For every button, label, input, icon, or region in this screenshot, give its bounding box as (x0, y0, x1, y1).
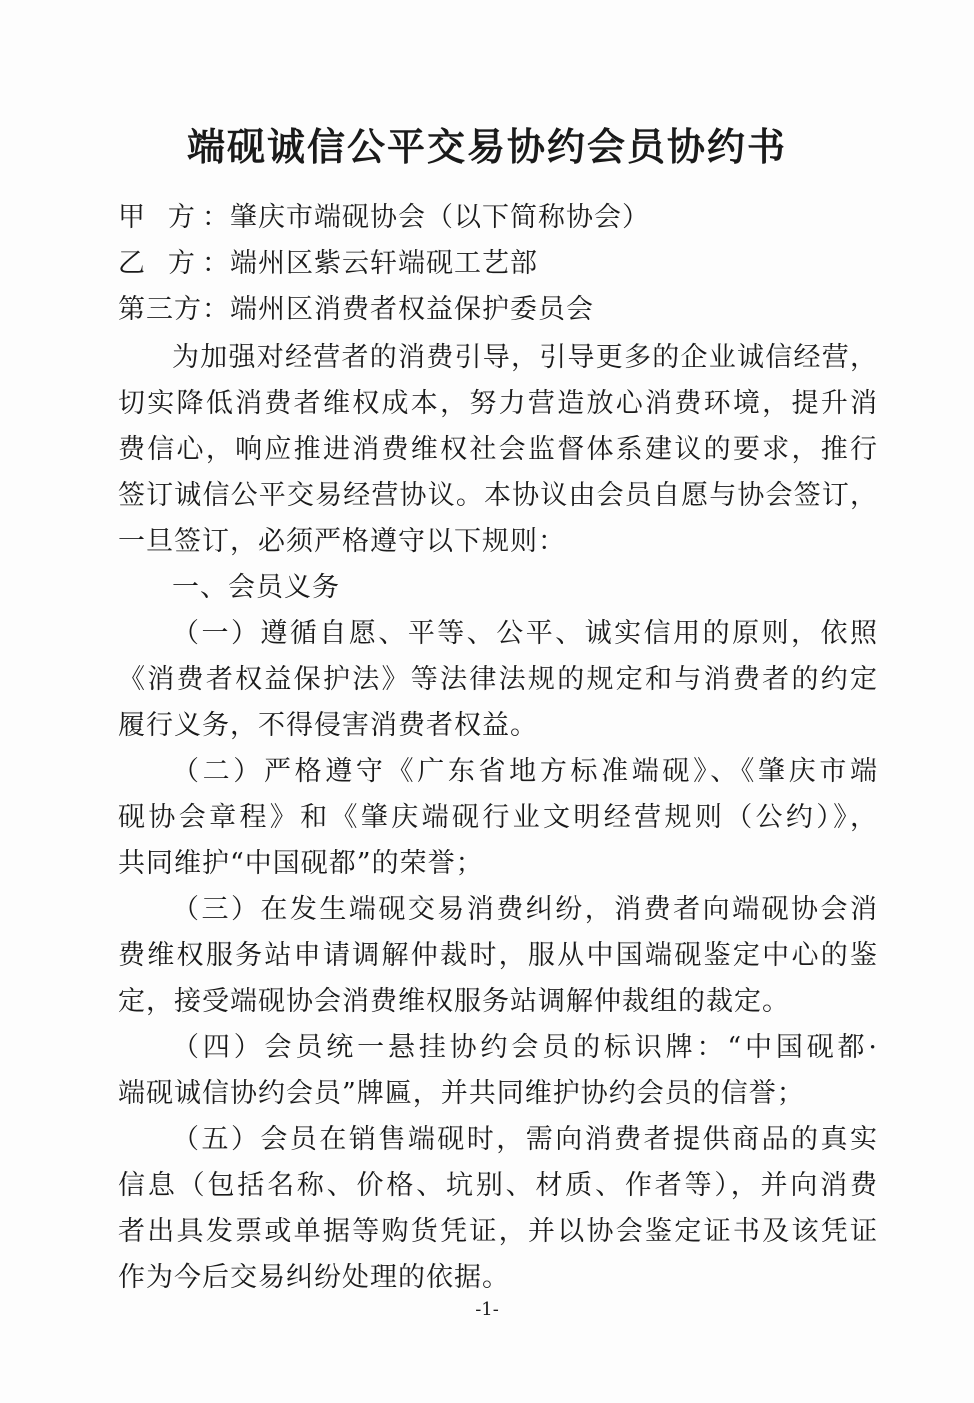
party-c-value: 端州区消费者权益保护委员会 (230, 294, 594, 325)
item-3-line: 定，接受端砚协会消费维权服务站调解仲裁组的裁定。 (118, 986, 790, 1017)
intro-line: 切实降低消费者维权成本，努力营造放心消费环境，提升消 (118, 388, 878, 419)
intro-line: 一旦签订，必须严格遵守以下规则： (118, 526, 566, 557)
party-b (118, 244, 878, 284)
item-2-line: （二）严格遵守《广东省地方标准端砚》、《肇庆市端 (172, 756, 878, 787)
page-number: -1- (475, 1299, 499, 1320)
item-1-line: （一）遵循自愿、平等、公平、诚实信用的原则，依照 (172, 618, 878, 649)
party-c-label: 第三方： (118, 294, 230, 325)
document-title: 端砚诚信公平交易协约会员协约书 (186, 124, 787, 169)
party-c (118, 290, 878, 330)
item-1-line: 《消费者权益保护法》等法律法规的规定和与消费者的约定 (118, 664, 878, 695)
item-2-line: 共同维护“中国砚都”的荣誉； (118, 848, 484, 879)
item-4-line: 端砚诚信协约会员”牌匾，并共同维护协约会员的信誉； (118, 1078, 805, 1109)
intro-line: 费信心，响应推进消费维权社会监督体系建议的要求，推行 (118, 434, 878, 465)
party-b-label: 乙 方： (118, 248, 230, 279)
intro-line: 为加强对经营者的消费引导，引导更多的企业诚信经营， (172, 342, 878, 373)
party-a-value: 肇庆市端砚协会（以下简称协会） (230, 202, 650, 233)
item-2-line: 砚协会章程》和《肇庆端砚行业文明经营规则（公约）》， (118, 802, 878, 833)
item-5-line: （五）会员在销售端砚时，需向消费者提供商品的真实 (172, 1124, 878, 1155)
item-3-line: （三）在发生端砚交易消费纠纷，消费者向端砚协会消 (172, 894, 878, 925)
intro-line: 签订诚信公平交易经营协议。本协议由会员自愿与协会签订， (118, 480, 878, 511)
party-b-value: 端州区紫云轩端砚工艺部 (230, 248, 538, 279)
party-a-label: 甲 方： (118, 202, 230, 233)
section-heading: 一、会员义务 (172, 572, 340, 603)
item-3-line: 费维权服务站申请调解仲裁时，服从中国端砚鉴定中心的鉴 (118, 940, 878, 971)
item-5-line: 信息（包括名称、价格、坑别、材质、作者等），并向消费 (118, 1170, 878, 1201)
item-5-line: 者出具发票或单据等购货凭证，并以协会鉴定证书及该凭证 (118, 1216, 878, 1247)
item-5-line: 作为今后交易纠纷处理的依据。 (118, 1262, 510, 1293)
item-1-line: 履行义务，不得侵害消费者权益。 (118, 710, 538, 741)
item-4-line: （四）会员统一悬挂协约会员的标识牌：“中国砚都· (172, 1032, 878, 1063)
party-a (118, 198, 878, 238)
